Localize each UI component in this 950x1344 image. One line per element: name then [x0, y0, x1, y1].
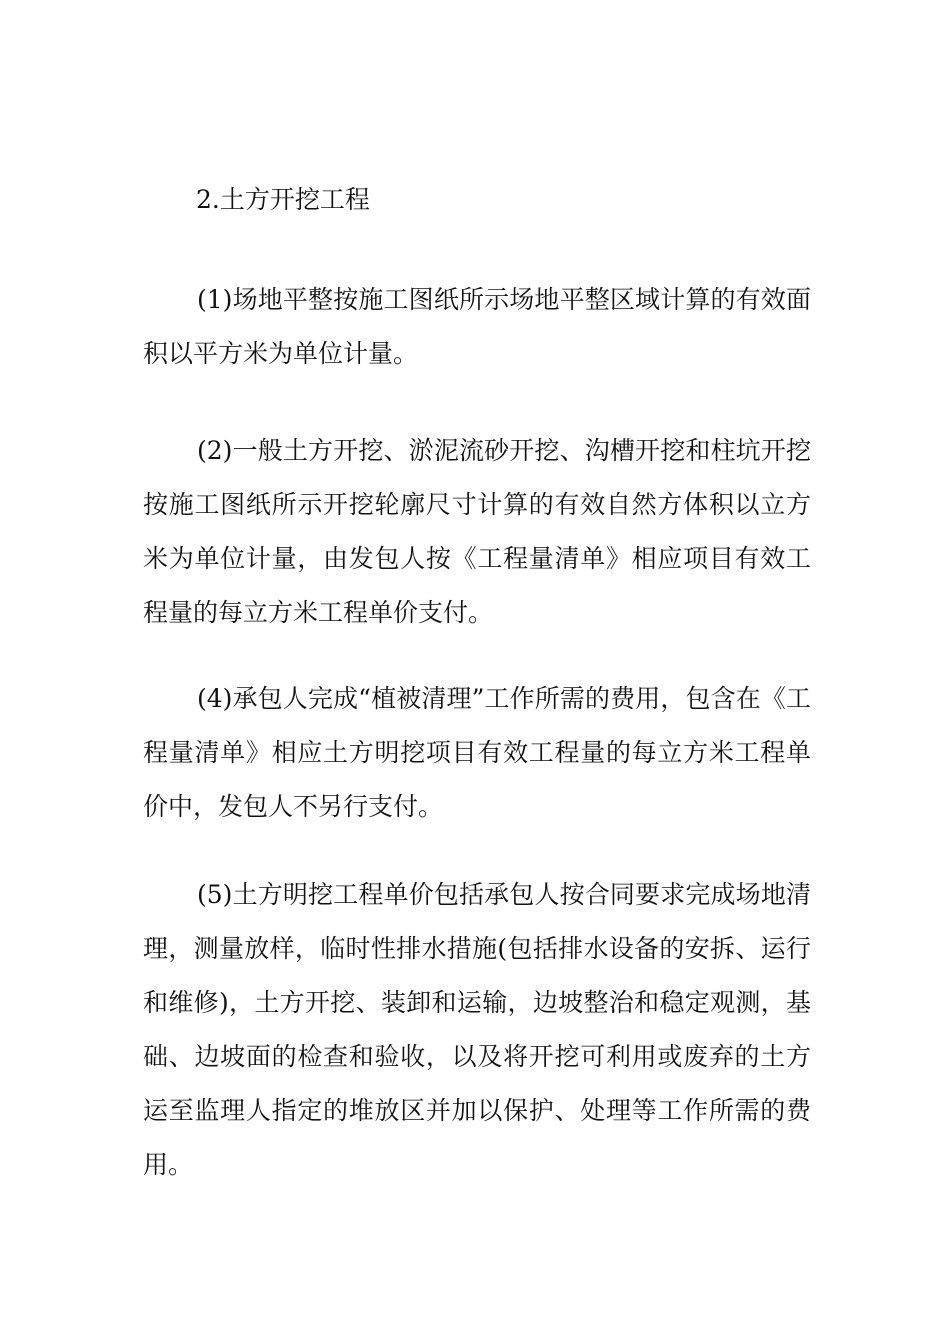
- paragraph-item-4: (4)承包人完成“植被清理”工作所需的费用，包含在《工程量清单》相应土方明挖项目有效工程量的每立方米工程单价中，发包人不另行支付。: [143, 684, 811, 821]
- paragraph-item-2: (2)一般土方开挖、淤泥流砂开挖、沟槽开挖和柱坑开挖按施工图纸所示开挖轮廓尺寸计算的有效自然方体积以立方米为单位计量，由发包人按《工程量清单》相应项目有效工程量的每立方米工程单价支付。: [143, 436, 811, 627]
- paragraph-item-1: (1)场地平整按施工图纸所示场地平整区域计算的有效面积以平方米为单位计量。: [143, 285, 811, 368]
- paragraph-item-5: (5)土方明挖工程单价包括承包人按合同要求完成场地清理，测量放样，临时性排水措施(包括排水设备的安拆、运行和维修)，土方开挖、装卸和运输，边坡整治和稳定观测，基础、边坡面的检查和验收，以及将开挖可利用或废弃的土方运至监理人指定的堆放区并加以保护、处理等工作所需的费用。: [143, 880, 811, 1179]
- section-heading: 2.土方开挖工程: [196, 185, 370, 214]
